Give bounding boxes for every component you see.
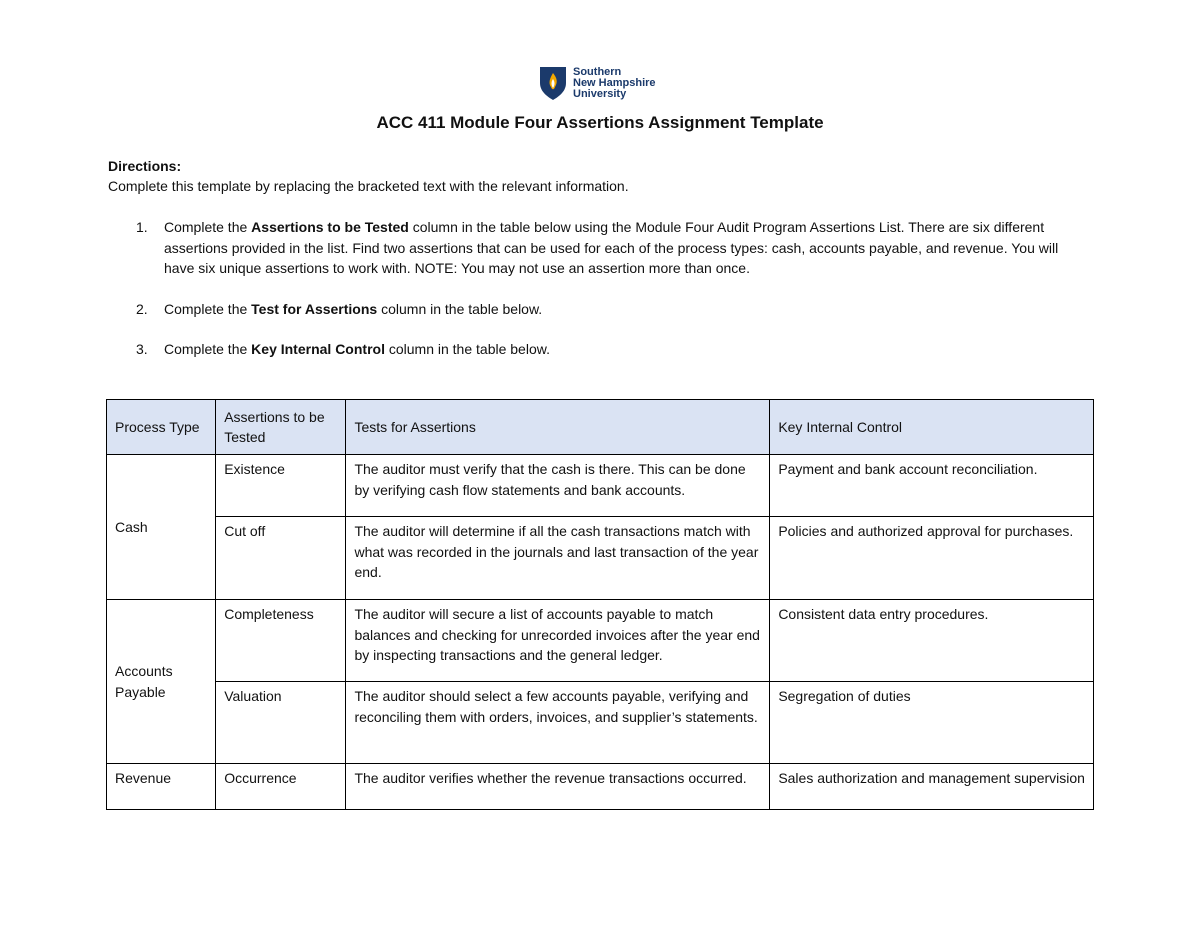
header-assertions: Assertions to be Tested bbox=[216, 400, 346, 455]
header-key-control: Key Internal Control bbox=[770, 400, 1094, 455]
university-logo bbox=[538, 64, 656, 102]
test-cell: The auditor will determine if all the cash transactions match with what was recorded in the journals and last transaction of the year end. bbox=[346, 517, 770, 600]
assertion-cell: Occurrence bbox=[216, 764, 346, 810]
assertions-table bbox=[106, 399, 1094, 810]
table-header-row bbox=[107, 400, 1094, 455]
directions-label: Directions: bbox=[108, 158, 182, 174]
test-cell: The auditor verifies whether the revenue transactions occurred. bbox=[346, 764, 770, 810]
header-tests: Tests for Assertions bbox=[346, 400, 770, 455]
test-cell: The auditor must verify that the cash is there. This can be done by verifying cash flow statements and bank accounts. bbox=[346, 455, 770, 517]
directions-text: Complete this template by replacing the bracketed text with the relevant information. bbox=[108, 178, 629, 194]
control-cell: Sales authorization and management supervision bbox=[770, 764, 1094, 810]
assertion-cell: Cut off bbox=[216, 517, 346, 600]
page-title: ACC 411 Module Four Assertions Assignment Template bbox=[376, 113, 824, 132]
process-cell: Accounts Payable bbox=[107, 600, 216, 764]
table-row bbox=[107, 455, 1094, 517]
step-item: 3. Complete the Key Internal Control column in the table below. bbox=[136, 341, 550, 357]
table-row bbox=[107, 517, 1094, 600]
process-cell: Cash bbox=[107, 455, 216, 600]
step-item: 2. Complete the Test for Assertions column in the table below. bbox=[136, 300, 543, 317]
table-row bbox=[107, 682, 1094, 764]
table-row bbox=[107, 600, 1094, 682]
control-cell: Policies and authorized approval for purchases. bbox=[770, 517, 1094, 600]
assertion-cell: Existence bbox=[216, 455, 346, 517]
table-row bbox=[107, 764, 1094, 810]
step-item: 1. Complete the Assertions to be Tested column in the table below using the Module Four Audit Program Assertions List. There are six different assertions provided in the list. Find two assertions that can be used for each of the process types: cash, accounts payable, and revenue. You will have six unique assertions to work with. NOTE: You may not use an assertion more than once. bbox=[136, 219, 1059, 276]
process-cell: Revenue bbox=[107, 764, 216, 810]
assertion-cell: Completeness bbox=[216, 600, 346, 682]
control-cell: Consistent data entry procedures. bbox=[770, 600, 1094, 682]
shield-flame-icon bbox=[538, 65, 568, 101]
logo-wordmark: Southern New Hampshire University bbox=[573, 65, 656, 100]
test-cell: The auditor will secure a list of accounts payable to match balances and checking for unrecorded invoices after the year end by inspecting transactions and the general ledger. bbox=[346, 600, 770, 682]
header-process-type: Process Type bbox=[107, 400, 216, 455]
test-cell: The auditor should select a few accounts payable, verifying and reconciling them with orders, invoices, and supplier’s statements. bbox=[346, 682, 770, 764]
assertion-cell: Valuation bbox=[216, 682, 346, 764]
control-cell: Segregation of duties bbox=[770, 682, 1094, 764]
steps-list bbox=[108, 217, 1088, 380]
control-cell: Payment and bank account reconciliation. bbox=[770, 455, 1094, 517]
